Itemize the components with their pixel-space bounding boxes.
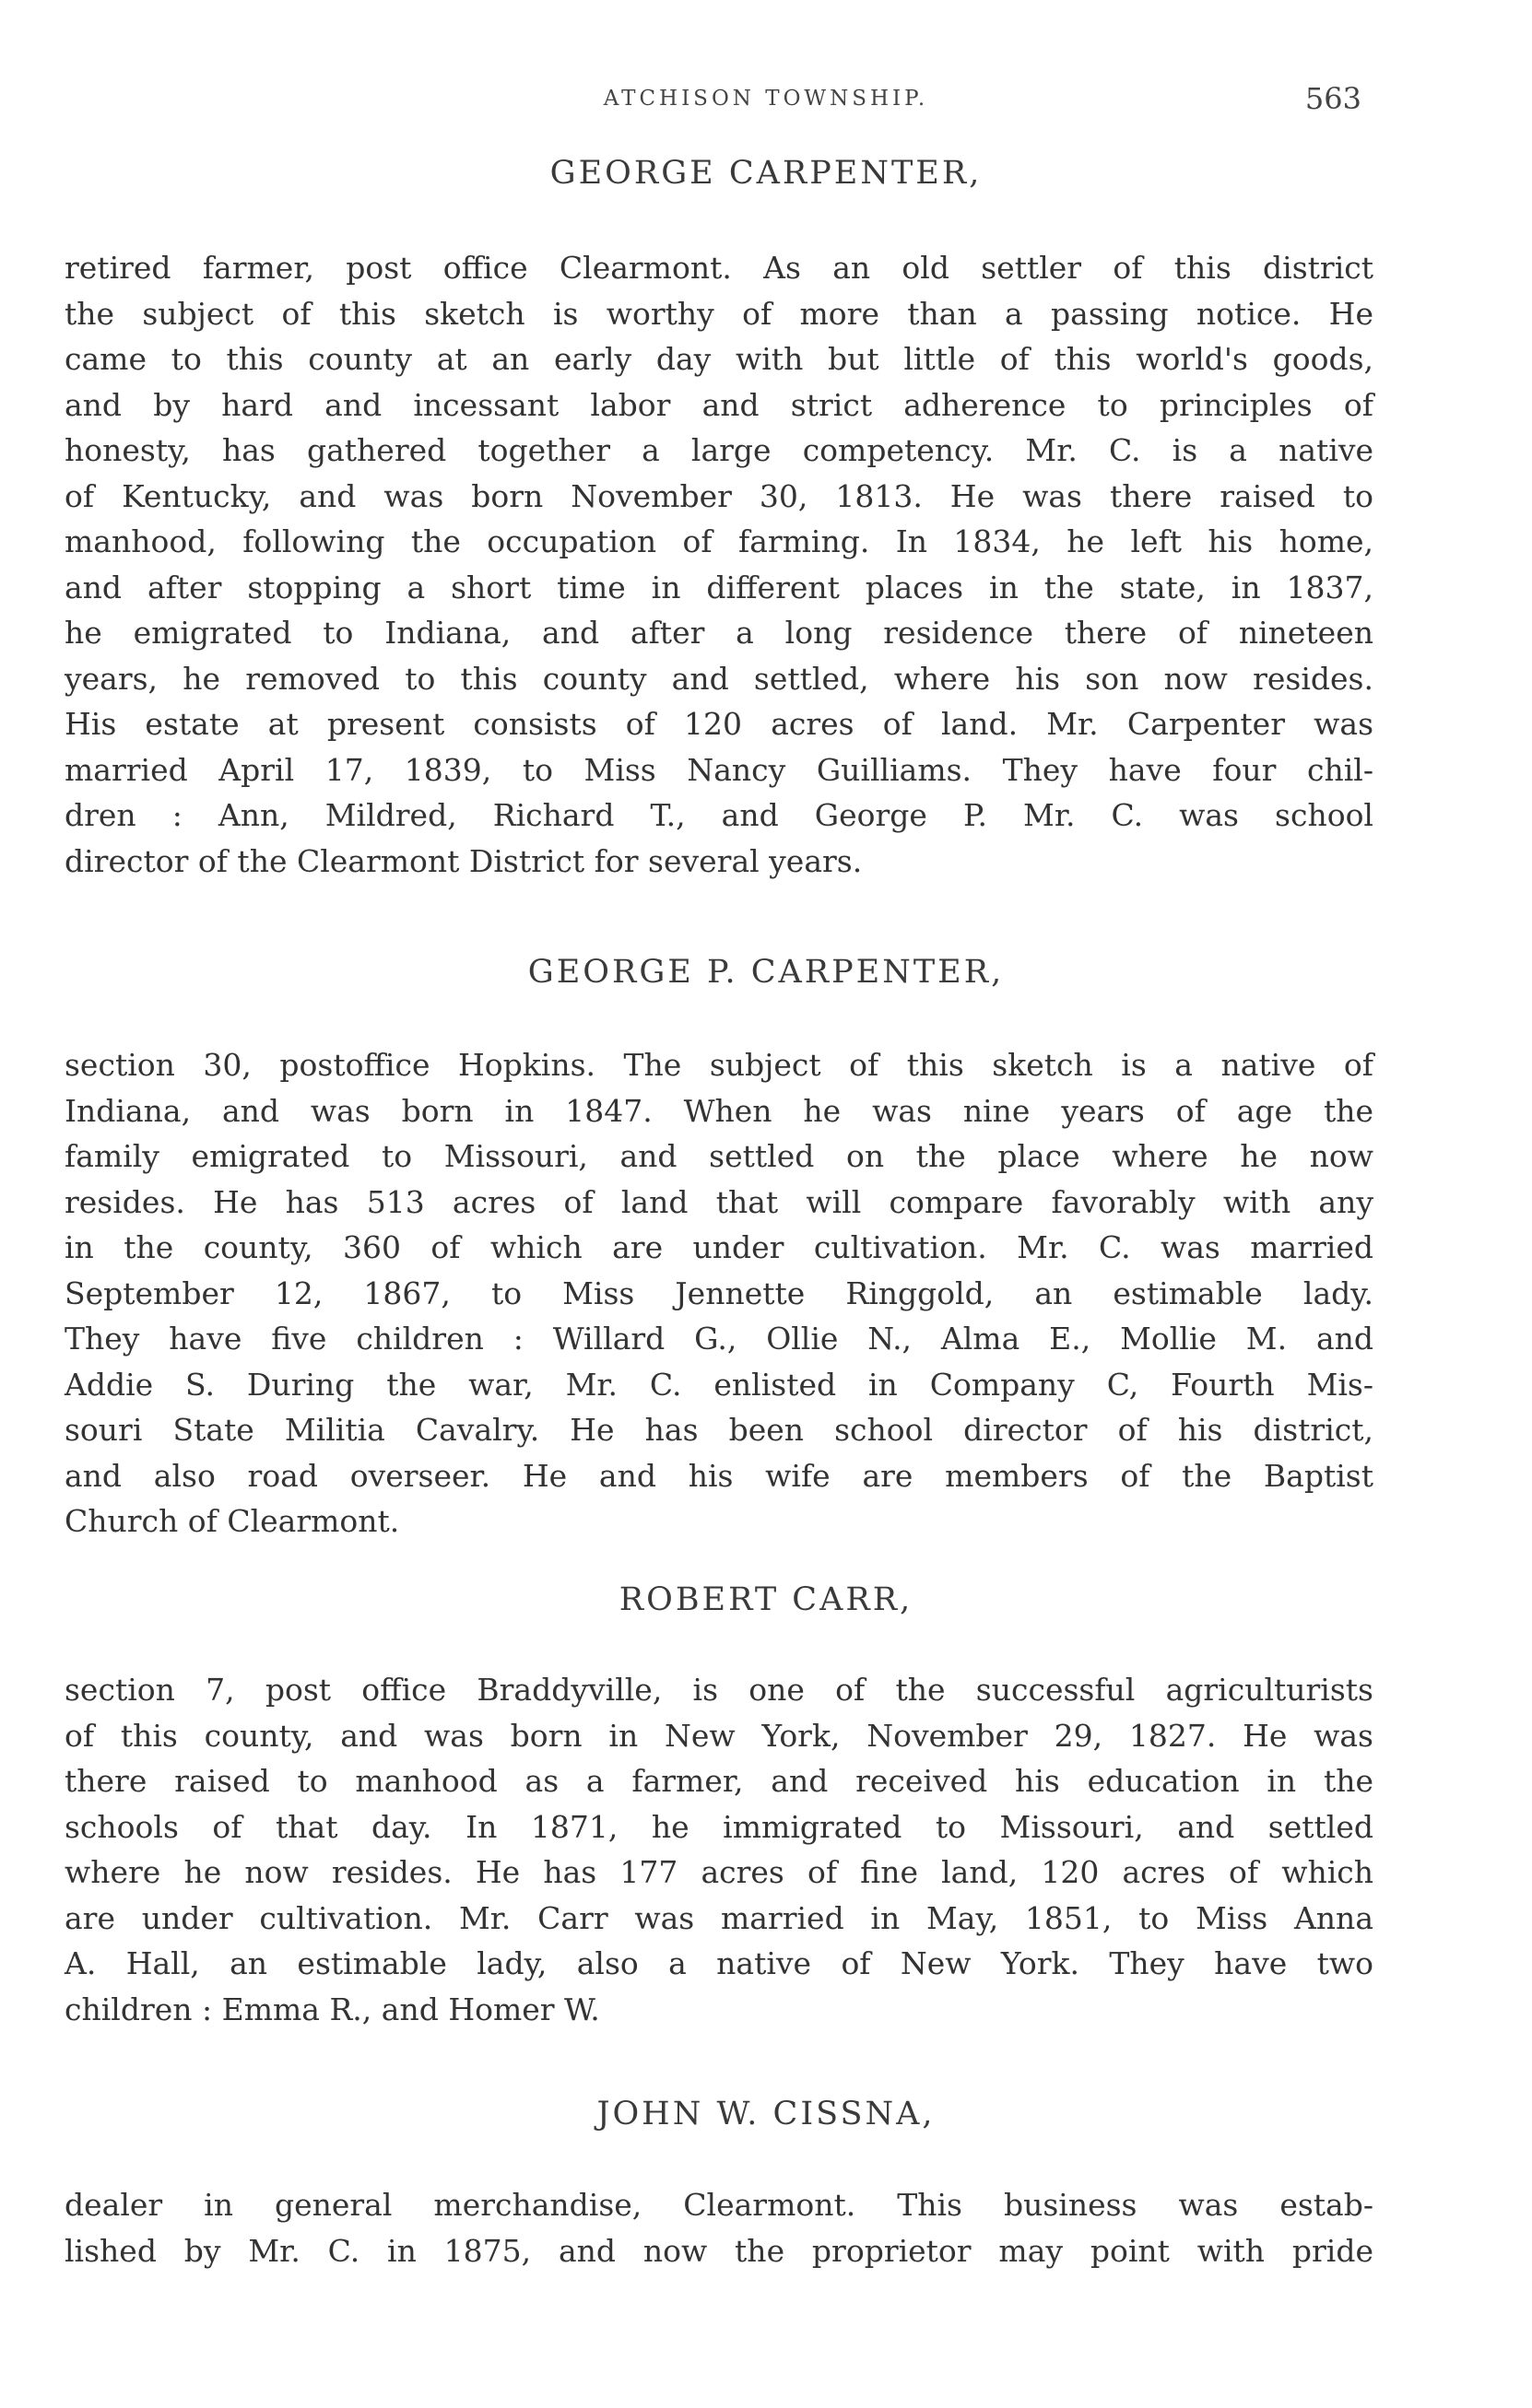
entry-heading: JOHN W. CISSNA,	[596, 2096, 936, 2132]
text-line: director of the Clearmont District for several years.	[65, 842, 863, 879]
running-head	[0, 81, 1532, 118]
text-line: section 7, post office Braddyville, is one of the successful agriculturists	[65, 1672, 1373, 1708]
text-line: honesty, has gathered together a large competency. Mr. C. is a native	[65, 432, 1373, 468]
text-line: there raised to manhood as a farmer, and received his education in the	[65, 1763, 1373, 1799]
text-line: of Kentucky, and was born November 30, 1813. He was there raised to	[65, 477, 1373, 514]
text-line: dealer in general merchandise, Clearmont. This business was estab-	[65, 2187, 1373, 2223]
running-title: ATCHISON TOWNSHIP.	[603, 87, 929, 111]
text-line: lished by Mr. C. in 1875, and now the proprietor may point with pride	[65, 2232, 1373, 2269]
text-line: he emigrated to Indiana, and after a long residence there of nineteen	[65, 615, 1373, 651]
text-line: and by hard and incessant labor and strict adherence to principles of	[65, 386, 1373, 423]
entry-heading: GEORGE CARPENTER,	[549, 155, 983, 192]
text-line: Indiana, and was born in 1847. When he was nine years of age the	[65, 1092, 1373, 1129]
text-line: in the county, 360 of which are under cultivation. Mr. C. was married	[65, 1229, 1373, 1265]
text-line: September 12, 1867, to Miss Jennette Ringgold, an estimable lady.	[65, 1274, 1373, 1311]
text-line: His estate at present consists of 120 acres of land. Mr. Carpenter was	[65, 706, 1373, 742]
text-line: the subject of this sketch is worthy of more than a passing notice. He	[65, 295, 1373, 332]
entry-heading: ROBERT CARR,	[619, 1581, 913, 1618]
text-line: are under cultivation. Mr. Carr was married in May, 1851, to Miss Anna	[65, 1899, 1373, 1936]
text-line: Church of Clearmont.	[65, 1503, 400, 1539]
text-line: A. Hall, an estimable lady, also a native of New York. They have two	[65, 1945, 1373, 1981]
text-line: and also road overseer. He and his wife are members of the Baptist	[65, 1457, 1373, 1494]
entry-body	[65, 2182, 1373, 2273]
text-line: came to this county at an early day with but little of this world's goods,	[65, 341, 1373, 377]
text-line: schools of that day. In 1871, he immigrated to Missouri, and settled	[65, 1808, 1373, 1845]
entry-body	[65, 1667, 1373, 2032]
text-line: souri State Militia Cavalry. He has been school director of his district,	[65, 1412, 1373, 1448]
entry-body	[65, 1042, 1373, 1545]
text-line: section 30, postoffice Hopkins. The subject of this sketch is a native of	[65, 1047, 1373, 1083]
text-line: and after stopping a short time in different places in the state, in 1837,	[65, 569, 1373, 605]
text-line: resides. He has 513 acres of land that will compare favorably with any	[65, 1183, 1373, 1220]
text-line: children : Emma R., and Homer W.	[65, 1991, 600, 2027]
entry-heading: GEORGE P. CARPENTER,	[527, 954, 1005, 991]
text-line: family emigrated to Missouri, and settled on the place where he now	[65, 1138, 1373, 1174]
text-line: They have five children : Willard G., Ollie N., Alma E., Mollie M. and	[65, 1321, 1373, 1357]
text-line: where he now resides. He has 177 acres of fine land, 120 acres of which	[65, 1854, 1373, 1890]
entry-body	[65, 245, 1373, 884]
text-line: years, he removed to this county and settled, where his son now resides.	[65, 660, 1373, 697]
page-number: 563	[1304, 81, 1361, 116]
text-line: retired farmer, post office Clearmont. As an old settler of this district	[65, 250, 1373, 286]
text-line: dren : Ann, Mildred, Richard T., and George P. Mr. C. was school	[65, 797, 1373, 833]
text-line: married April 17, 1839, to Miss Nancy Guilliams. They have four chil-	[65, 751, 1373, 788]
text-line: manhood, following the occupation of farming. In 1834, he left his home,	[65, 523, 1373, 559]
text-line: of this county, and was born in New York, November 29, 1827. He was	[65, 1717, 1373, 1754]
text-line: Addie S. During the war, Mr. C. enlisted in Company C, Fourth Mis-	[65, 1366, 1373, 1403]
